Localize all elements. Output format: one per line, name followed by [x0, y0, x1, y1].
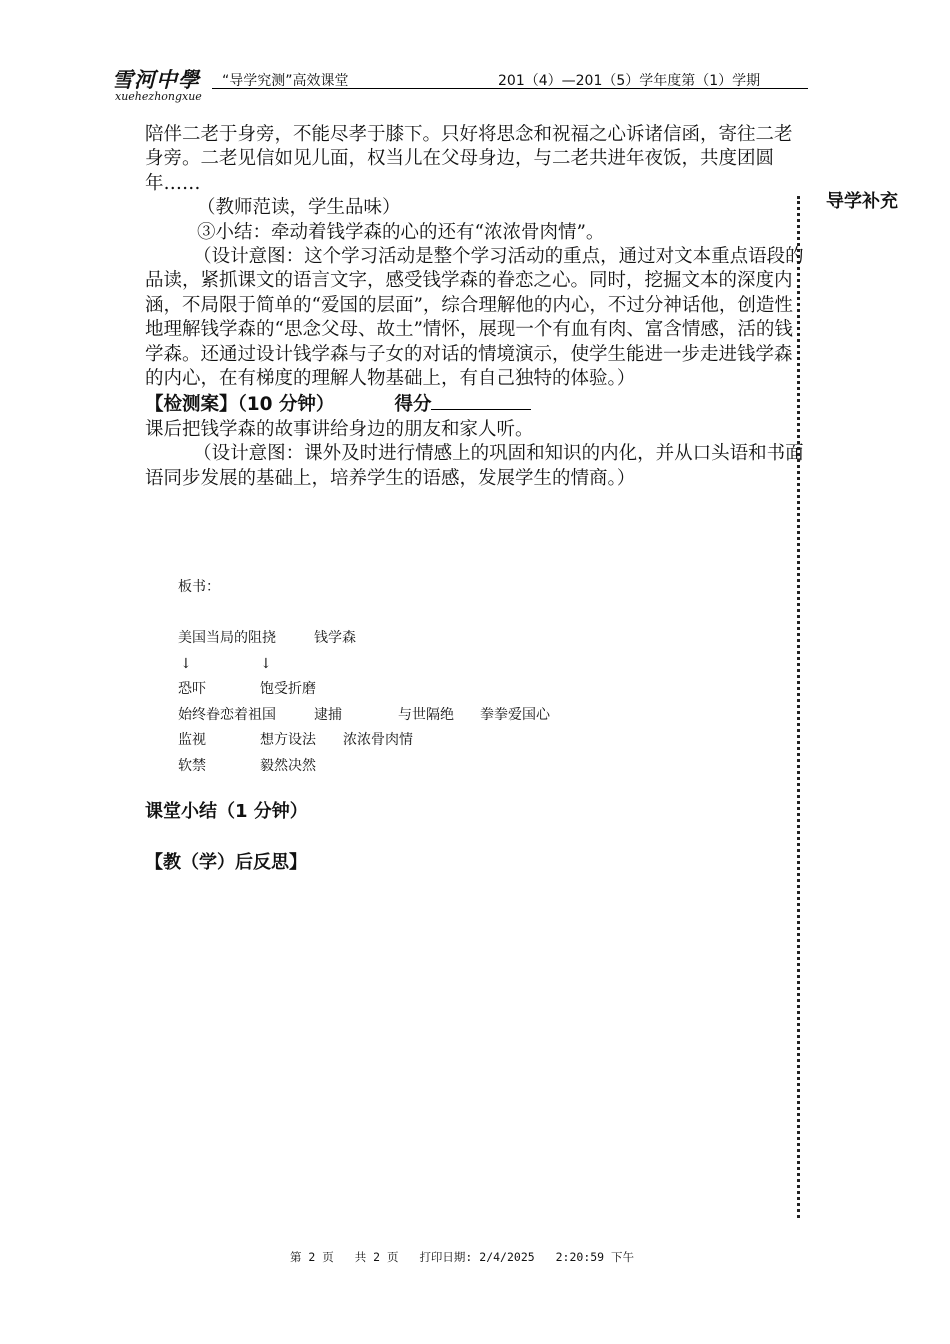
score-label: 得分 — [394, 394, 432, 416]
class-summary-title: 课堂小结（1 分钟） — [145, 801, 308, 822]
board-item: 拳拳爱国心 — [480, 706, 550, 723]
page-total: 共 2 页 — [354, 1250, 399, 1264]
board-item: 美国当局的阻挠 — [178, 630, 276, 646]
board-item: 监视 — [178, 732, 206, 748]
page-footer — [290, 1249, 648, 1265]
main-content — [145, 123, 810, 491]
board-item: 钱学森 — [314, 630, 356, 646]
term-label: 201（4）—201（5）学年度第（1）学期 — [498, 73, 761, 89]
teacher-reads-note: （教师范读，学生品味） — [197, 197, 401, 219]
board-item: 软禁 — [178, 757, 206, 774]
down-arrow-icon: ↓ — [260, 655, 272, 672]
design-intent-paragraph: （设计意图：这个学习活动是整个学习活动的重点，通过对文本重点语段的品读，紧抓课文的语言文字，感受钱学森的眷恋之心。同时，挖掘文本的深度内涵，不局限于简单的“爱国的层面”，综合理解他的内心，不过分神话他，创造性地理解钱学森的“思念父母、故土”情怀，展现一个有血有肉、富含情感，活的钱学森。还通过设计钱学森与子女的对话的情境演示，使学生能进一步走进钱学森的内心，在有梯度的理解人物基础上，有自己独特的体验。） — [145, 246, 804, 390]
board-item: 与世隔绝 — [398, 706, 454, 723]
school-logo-pinyin: xuehezhongxue — [115, 90, 202, 103]
school-logo: 雪河中學 — [112, 67, 200, 92]
board-item: 逮捕 — [314, 706, 342, 723]
board-item: 饱受折磨 — [260, 681, 316, 697]
board-item: 浓浓骨肉情 — [343, 732, 413, 748]
board-item: 始终眷恋着祖国 — [178, 706, 276, 723]
page-header — [112, 58, 810, 102]
header-rule — [212, 88, 808, 89]
print-date: 打印日期: 2/4/2025 — [419, 1250, 535, 1264]
board-item: 恐吓 — [178, 681, 206, 697]
course-label: “导学究测”高效课堂 — [222, 73, 349, 89]
letter-paragraph: 陪伴二老于身旁，不能尽孝于膝下。只好将思念和祝福之心诉诸信函，寄往二老身旁。二老见信如见儿面，权当儿在父母身边，与二老共进年夜饭，共度团圆年…… — [145, 124, 793, 194]
board-title: 板书： — [178, 579, 220, 595]
down-arrow-icon: ↓ — [180, 655, 192, 672]
print-time: 2:20:59 下午 — [555, 1250, 635, 1264]
reflection-title: 【教（学）后反思】 — [145, 852, 307, 873]
board-item: 毅然决然 — [260, 757, 316, 774]
design-intent-paragraph-2: （设计意图：课外及时进行情感上的巩固和知识的内化，并从口头语和书面语同步发展的基础上，培养学生的语感，发展学生的情商。） — [145, 443, 804, 489]
summary-line: ③小结：牵动着钱学森的心的还有“浓浓骨肉情”。 — [197, 221, 605, 243]
test-section-label: 【检测案】（10 分钟） — [145, 394, 335, 416]
board-item: 想方设法 — [260, 732, 316, 748]
score-blank[interactable] — [431, 391, 531, 410]
homework-line: 课后把钱学森的故事讲给身边的朋友和家人听。 — [145, 418, 534, 440]
page-number: 第 2 页 — [290, 1250, 334, 1264]
test-section-row — [145, 391, 810, 417]
side-column-title: 导学补充 — [826, 191, 898, 212]
